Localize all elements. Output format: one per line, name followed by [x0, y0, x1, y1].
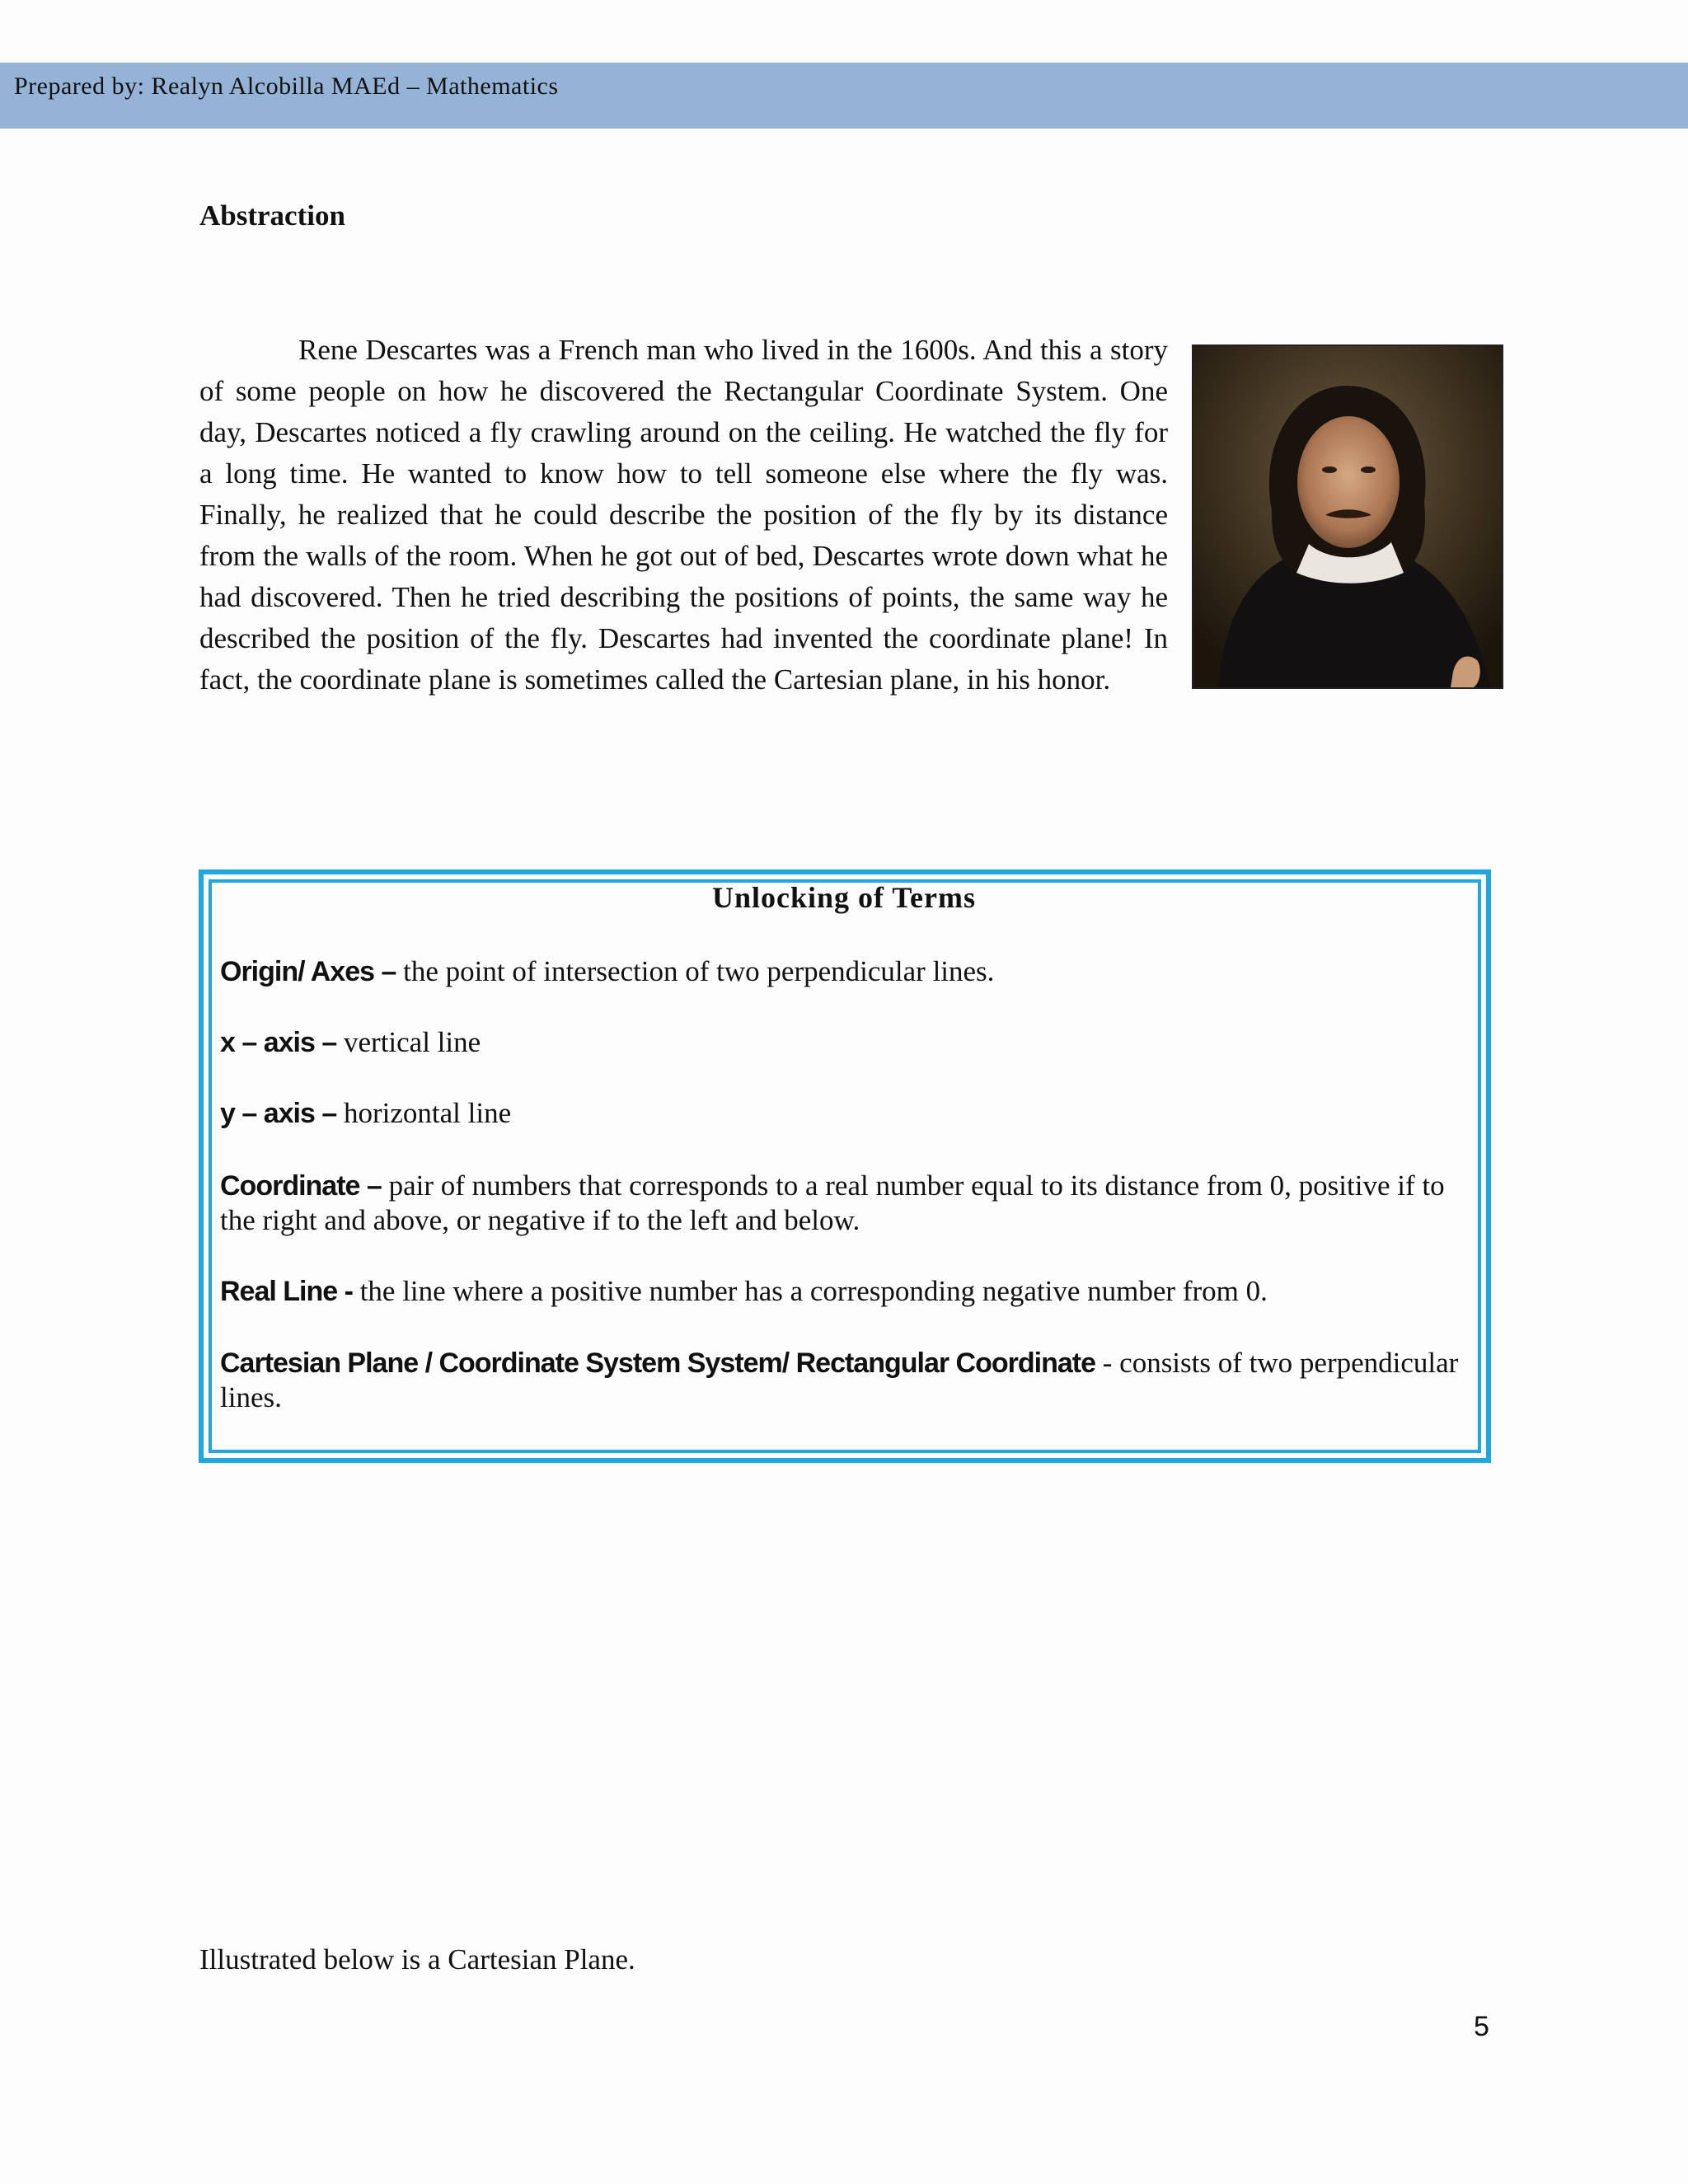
prepared-by-label: Prepared by: Realyn Alcobilla MAEd – Mathematics — [14, 73, 559, 100]
term-definition: the line where a positive number has a corresponding negative number from 0. — [352, 1275, 1268, 1307]
term-real-line — [220, 1274, 1473, 1309]
descartes-portrait-image — [1192, 344, 1503, 689]
term-definition: the point of intersection of two perpendicular lines. — [396, 955, 995, 987]
term-definition: pair of numbers that corresponds to a real number equal to its distance from 0, positive if to the right and above, or negative if to the left and below. — [220, 1169, 1445, 1236]
term-label: y – axis – — [220, 1098, 337, 1129]
term-definition: vertical line — [336, 1026, 481, 1058]
term-definition: horizontal line — [336, 1097, 512, 1129]
term-label: Cartesian Plane / Coordinate System System/ Rectangular Coordinate — [220, 1347, 1095, 1379]
descartes-story-paragraph: Rene Descartes was a French man who lived in the 1600s. And this a story of some people on how he discovered the Rectangular Coordinate System. One day, Descartes noticed a fly crawling around on the ceiling. He watched the fly for a long time. He wanted to know how to tell someone else where the fly was. Finally, he realized that he could describe the position of the fly by its distance from the walls of the room. When he got out of bed, Descartes wrote down what he had discovered. Then he tried describing the positions of points, the same way he described the position of the fly. Descartes had invented the coordinate plane! In fact, the coordinate plane is sometimes called the Cartesian plane, in his honor. — [199, 334, 1168, 696]
term-x-axis — [220, 1025, 1473, 1060]
term-cartesian-plane — [220, 1346, 1473, 1415]
page-number: 5 — [1474, 2011, 1489, 2042]
term-label: Origin/ Axes – — [220, 956, 396, 987]
term-label: Real Line - — [220, 1276, 353, 1307]
term-origin-axes — [220, 954, 1473, 989]
term-label: x – axis – — [220, 1027, 337, 1058]
term-coordinate — [220, 1169, 1473, 1238]
term-definition: - consists of two perpendicular lines. — [220, 1347, 1459, 1413]
terms-title: Unlocking of Terms — [711, 881, 977, 914]
illustrated-caption: Illustrated below is a Cartesian Plane. — [199, 1943, 635, 1975]
section-heading: Abstraction — [199, 199, 345, 232]
term-label: Coordinate – — [220, 1170, 382, 1202]
term-y-axis — [220, 1096, 1473, 1131]
